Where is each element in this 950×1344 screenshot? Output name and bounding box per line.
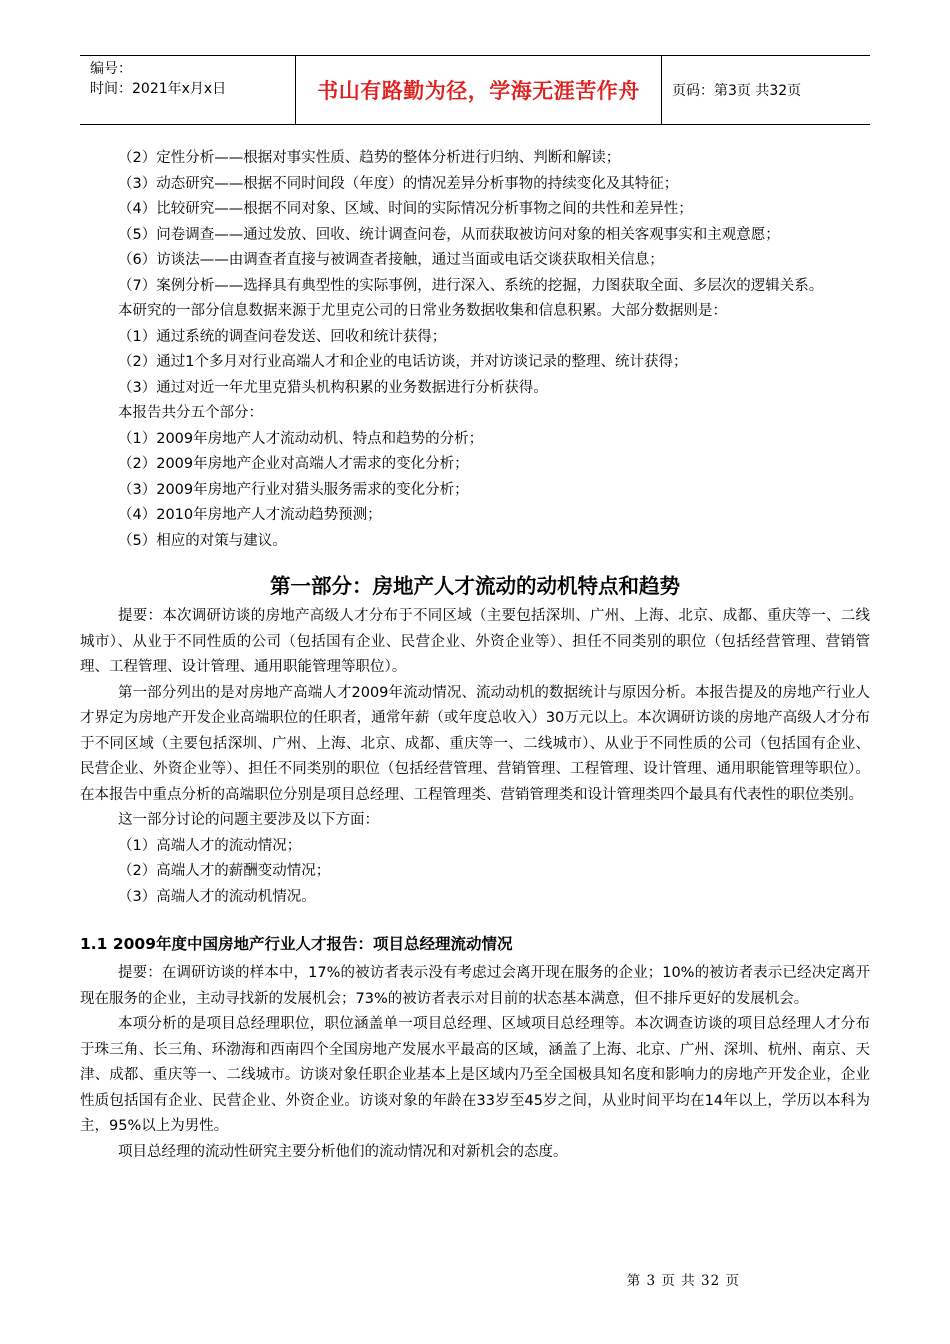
- section-abstract: 提要：在调研访谈的样本中，17%的被访者表示没有考虑过会离开现在服务的企业；10%的被访者表示已经决定离开现在服务的企业，主动寻找新的发展机会；73%的被访者表示对目前的状态基本满意，但不排斥更好的发展机会。: [80, 965, 870, 1007]
- topic-item: （1）高端人才的流动情况；: [118, 837, 302, 854]
- data-source-item: （1）通过系统的调查问卷发送、回收和统计获得；: [118, 328, 447, 345]
- data-source-item: （2）通过1个多月对行业高端人才和企业的电话访谈，并对访谈记录的整理、统计获得；: [118, 354, 688, 370]
- part1-heading: 第一部分：房地产人才流动的动机特点和趋势: [270, 574, 680, 598]
- page-footer: 第 3 页 共 32 页: [626, 1273, 740, 1289]
- topic-item: （2）高端人才的薪酬变动情况；: [118, 863, 331, 879]
- header-page-info: 页码：第3页 共32页: [672, 83, 802, 99]
- part-item: （1）2009年房地产人才流动动机、特点和趋势的分析；: [118, 430, 484, 447]
- part1-body: 第一部分列出的是对房地产高端人才2009年流动情况、流动动机的数据统计与原因分析。本报告提及的房地产行业人才界定为房地产开发企业高端职位的任职者，通常年薪（或年度总收入）30万元以上。本次调研访谈的房地产高级人才分布于不同区域（主要包括深圳、广州、上海、北京、成都、重庆等一、二线城市）、从业于不同性质的公司（包括国有企业、民营企业、外资企业等）、担任不同类别的职位（包括经营管理、营销管理、工程管理、设计管理、通用职能管理等职位）。在本报告中重点分析的高端职位分别是项目总经理、工程管理类、营销管理类和设计管理类四个最具有代表性的职位类别。: [80, 684, 870, 803]
- document-body: [80, 146, 870, 1165]
- method-item: （2）定性分析——根据对事实性质、趋势的整体分析进行归纳、判断和解读；: [118, 150, 621, 166]
- section-closing: 项目总经理的流动性研究主要分析他们的流动情况和对新机会的态度。: [118, 1143, 568, 1160]
- part-item: （5）相应的对策与建议。: [118, 532, 287, 549]
- data-source-item: （3）通过对近一年尤里克猎头机构积累的业务数据进行分析获得。: [118, 379, 548, 396]
- method-item: （4）比较研究——根据不同对象、区域、时间的实际情况分析事物之间的共性和差异性；: [118, 201, 693, 217]
- part-item: （4）2010年房地产人才流动趋势预测；: [118, 507, 382, 523]
- method-item: （3）动态研究——根据不同时间段（年度）的情况差异分析事物的持续变化及其特征；: [118, 175, 679, 192]
- header-page-info-cell: [662, 56, 870, 124]
- document-number-label: 编号：: [90, 61, 132, 77]
- page-header: [80, 55, 870, 125]
- topic-item: （3）高端人才的流动机情况。: [118, 888, 316, 905]
- header-motto: 书山有路勤为径，学海无涯苦作舟: [317, 78, 640, 103]
- part-item: （3）2009年房地产行业对猎头服务需求的变化分析；: [118, 481, 469, 498]
- data-sources-intro: 本研究的一部分信息数据来源于尤里克公司的日常业务数据收集和信息积累。大部分数据则是：: [118, 303, 727, 319]
- part-item: （2）2009年房地产企业对高端人才需求的变化分析；: [118, 456, 469, 472]
- parts-intro: 本报告共分五个部分：: [118, 405, 263, 421]
- method-item-7: （7）案例分析——选择具有典型性的实际事例，进行深入、系统的挖掘，力图获取全面、多层次的逻辑关系。: [118, 277, 824, 294]
- section-body: 本项分析的是项目总经理职位，职位涵盖单一项目总经理、区域项目总经理等。本次调查访谈的项目总经理人才分布于珠三角、长三角、环渤海和西南四个全国房地产发展水平最高的区域，涵盖了上海、北京、广州、深圳、杭州、南京、天津、成都、重庆等一、二线城市。访谈对象任职企业基本上是区域内乃至全国极具知名度和影响力的房地产开发企业，企业性质包括国有企业、民营企业、外资企业。访谈对象的年龄在33岁至45岁之间，从业时间平均在14年以上，学历以本科为主，95%以上为男性。: [80, 1016, 870, 1134]
- header-motto-cell: [295, 56, 662, 124]
- part1-abstract: 提要：本次调研访谈的房地产高级人才分布于不同区域（主要包括深圳、广州、上海、北京、成都、重庆等一、二线城市）、从业于不同性质的公司（包括国有企业、民营企业、外资企业等）、担任不同类别的职位（包括经营管理、营销管理、工程管理、设计管理、通用职能管理等职位）。: [80, 608, 870, 675]
- part1-topics-intro: 这一部分讨论的问题主要涉及以下方面：: [118, 812, 379, 828]
- header-left-cell: [80, 56, 295, 124]
- method-item: （5）问卷调查——通过发放、回收、统计调查问卷，从而获取被访问对象的相关客观事实和主观意愿；: [118, 226, 780, 243]
- document-time-label: 时间：2021年x月x日: [90, 81, 227, 97]
- method-item: （6）访谈法——由调查者直接与被调查者接触，通过当面或电话交谈获取相关信息；: [118, 252, 664, 268]
- section-heading: 1.1 2009年度中国房地产行业人才报告：项目总经理流动情况: [80, 935, 513, 953]
